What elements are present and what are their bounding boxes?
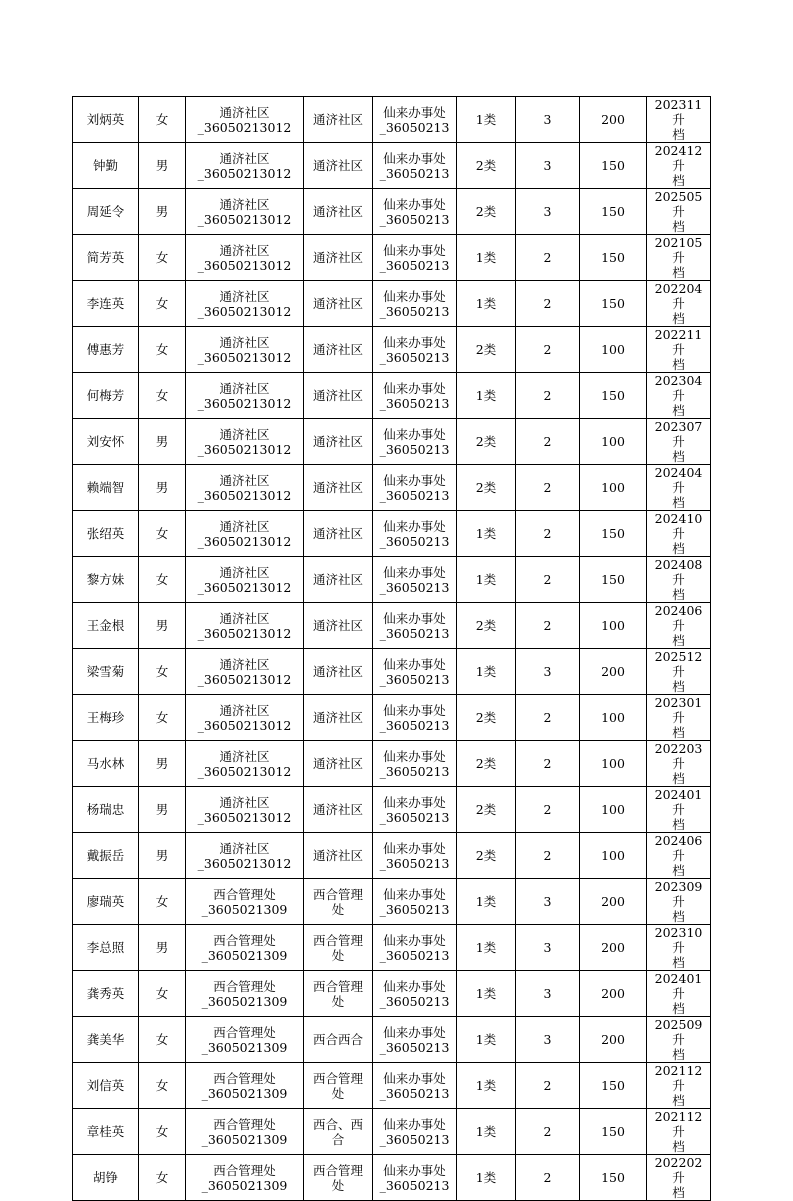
- category-cell: 1类: [457, 557, 516, 603]
- category-cell: 1类: [457, 511, 516, 557]
- office-cell: 仙来办事处 _36050213: [373, 235, 457, 281]
- office-cell: 仙来办事处 _36050213: [373, 419, 457, 465]
- level-cell: 3: [516, 97, 580, 143]
- level-cell: 2: [516, 465, 580, 511]
- community-cell: 通济社区: [304, 235, 373, 281]
- gender-cell: 女: [139, 373, 186, 419]
- level-cell: 3: [516, 189, 580, 235]
- gender-cell: 女: [139, 879, 186, 925]
- table-row: [73, 235, 711, 281]
- amount-cell: 150: [580, 1155, 647, 1201]
- name-cell: 李总照: [73, 925, 139, 971]
- upgrade-date-cell: 202512升 档: [647, 649, 711, 695]
- category-cell: 1类: [457, 1017, 516, 1063]
- gender-cell: 男: [139, 465, 186, 511]
- level-cell: 2: [516, 787, 580, 833]
- community-cell: 通济社区: [304, 373, 373, 419]
- level-cell: 2: [516, 511, 580, 557]
- level-cell: 3: [516, 879, 580, 925]
- gender-cell: 女: [139, 1017, 186, 1063]
- amount-cell: 100: [580, 603, 647, 649]
- community-code-cell: 西合管理处 _3605021309: [186, 1063, 304, 1109]
- category-cell: 2类: [457, 327, 516, 373]
- table-row: [73, 97, 711, 143]
- office-cell: 仙来办事处 _36050213: [373, 649, 457, 695]
- community-code-cell: 西合管理处 _3605021309: [186, 1155, 304, 1201]
- name-cell: 刘炳英: [73, 97, 139, 143]
- upgrade-date-cell: 202307升 档: [647, 419, 711, 465]
- gender-cell: 女: [139, 235, 186, 281]
- upgrade-date-cell: 202310升 档: [647, 925, 711, 971]
- community-code-cell: 通济社区 _36050213012: [186, 695, 304, 741]
- level-cell: 3: [516, 971, 580, 1017]
- category-cell: 2类: [457, 695, 516, 741]
- upgrade-date-cell: 202408升 档: [647, 557, 711, 603]
- amount-cell: 100: [580, 419, 647, 465]
- office-cell: 仙来办事处 _36050213: [373, 557, 457, 603]
- office-cell: 仙来办事处 _36050213: [373, 189, 457, 235]
- record-table: [72, 96, 711, 1201]
- amount-cell: 100: [580, 787, 647, 833]
- amount-cell: 150: [580, 143, 647, 189]
- office-cell: 仙来办事处 _36050213: [373, 695, 457, 741]
- name-cell: 章桂英: [73, 1109, 139, 1155]
- category-cell: 2类: [457, 465, 516, 511]
- table-row: [73, 833, 711, 879]
- upgrade-date-cell: 202401升 档: [647, 787, 711, 833]
- level-cell: 3: [516, 143, 580, 189]
- table-row: [73, 465, 711, 511]
- community-cell: 通济社区: [304, 649, 373, 695]
- amount-cell: 150: [580, 373, 647, 419]
- upgrade-date-cell: 202410升 档: [647, 511, 711, 557]
- office-cell: 仙来办事处 _36050213: [373, 833, 457, 879]
- upgrade-date-cell: 202406升 档: [647, 833, 711, 879]
- amount-cell: 150: [580, 1063, 647, 1109]
- gender-cell: 女: [139, 695, 186, 741]
- upgrade-date-cell: 202404升 档: [647, 465, 711, 511]
- table-row: [73, 1155, 711, 1201]
- community-cell: 通济社区: [304, 465, 373, 511]
- gender-cell: 女: [139, 971, 186, 1017]
- table-row: [73, 603, 711, 649]
- level-cell: 2: [516, 557, 580, 603]
- category-cell: 1类: [457, 879, 516, 925]
- name-cell: 黎方妹: [73, 557, 139, 603]
- community-code-cell: 通济社区 _36050213012: [186, 511, 304, 557]
- gender-cell: 男: [139, 419, 186, 465]
- category-cell: 1类: [457, 925, 516, 971]
- name-cell: 简芳英: [73, 235, 139, 281]
- level-cell: 2: [516, 603, 580, 649]
- level-cell: 2: [516, 1109, 580, 1155]
- community-code-cell: 通济社区 _36050213012: [186, 327, 304, 373]
- community-cell: 西合管理 处: [304, 1063, 373, 1109]
- office-cell: 仙来办事处 _36050213: [373, 1155, 457, 1201]
- gender-cell: 男: [139, 143, 186, 189]
- upgrade-date-cell: 202311升 档: [647, 97, 711, 143]
- category-cell: 2类: [457, 603, 516, 649]
- community-cell: 通济社区: [304, 327, 373, 373]
- amount-cell: 200: [580, 971, 647, 1017]
- community-cell: 西合管理 处: [304, 925, 373, 971]
- gender-cell: 女: [139, 649, 186, 695]
- upgrade-date-cell: 202211升 档: [647, 327, 711, 373]
- gender-cell: 女: [139, 281, 186, 327]
- category-cell: 2类: [457, 833, 516, 879]
- name-cell: 钟勤: [73, 143, 139, 189]
- category-cell: 2类: [457, 787, 516, 833]
- table-body: [73, 97, 711, 1201]
- community-cell: 通济社区: [304, 787, 373, 833]
- office-cell: 仙来办事处 _36050213: [373, 1063, 457, 1109]
- community-cell: 通济社区: [304, 189, 373, 235]
- upgrade-date-cell: 202412升 档: [647, 143, 711, 189]
- category-cell: 2类: [457, 143, 516, 189]
- upgrade-date-cell: 202301升 档: [647, 695, 711, 741]
- category-cell: 1类: [457, 649, 516, 695]
- name-cell: 龚美华: [73, 1017, 139, 1063]
- community-code-cell: 西合管理处 _3605021309: [186, 971, 304, 1017]
- community-code-cell: 通济社区 _36050213012: [186, 189, 304, 235]
- name-cell: 杨瑞忠: [73, 787, 139, 833]
- community-cell: 西合管理 处: [304, 1155, 373, 1201]
- amount-cell: 150: [580, 557, 647, 603]
- category-cell: 2类: [457, 189, 516, 235]
- office-cell: 仙来办事处 _36050213: [373, 327, 457, 373]
- community-code-cell: 通济社区 _36050213012: [186, 373, 304, 419]
- level-cell: 3: [516, 649, 580, 695]
- name-cell: 龚秀英: [73, 971, 139, 1017]
- name-cell: 李连英: [73, 281, 139, 327]
- office-cell: 仙来办事处 _36050213: [373, 603, 457, 649]
- name-cell: 马水林: [73, 741, 139, 787]
- table-row: [73, 143, 711, 189]
- gender-cell: 男: [139, 925, 186, 971]
- gender-cell: 男: [139, 741, 186, 787]
- upgrade-date-cell: 202204升 档: [647, 281, 711, 327]
- category-cell: 1类: [457, 97, 516, 143]
- office-cell: 仙来办事处 _36050213: [373, 143, 457, 189]
- community-code-cell: 通济社区 _36050213012: [186, 603, 304, 649]
- amount-cell: 100: [580, 465, 647, 511]
- table-row: [73, 557, 711, 603]
- amount-cell: 100: [580, 695, 647, 741]
- level-cell: 2: [516, 327, 580, 373]
- category-cell: 2类: [457, 419, 516, 465]
- table-row: [73, 1017, 711, 1063]
- table-row: [73, 419, 711, 465]
- category-cell: 1类: [457, 1063, 516, 1109]
- community-code-cell: 通济社区 _36050213012: [186, 833, 304, 879]
- community-code-cell: 西合管理处 _3605021309: [186, 1017, 304, 1063]
- name-cell: 胡铮: [73, 1155, 139, 1201]
- upgrade-date-cell: 202112升 档: [647, 1109, 711, 1155]
- gender-cell: 女: [139, 511, 186, 557]
- community-code-cell: 通济社区 _36050213012: [186, 419, 304, 465]
- community-code-cell: 通济社区 _36050213012: [186, 741, 304, 787]
- community-cell: 通济社区: [304, 741, 373, 787]
- office-cell: 仙来办事处 _36050213: [373, 787, 457, 833]
- gender-cell: 男: [139, 189, 186, 235]
- table-row: [73, 649, 711, 695]
- name-cell: 何梅芳: [73, 373, 139, 419]
- office-cell: 仙来办事处 _36050213: [373, 465, 457, 511]
- office-cell: 仙来办事处 _36050213: [373, 925, 457, 971]
- amount-cell: 150: [580, 511, 647, 557]
- category-cell: 2类: [457, 741, 516, 787]
- table-row: [73, 373, 711, 419]
- category-cell: 1类: [457, 281, 516, 327]
- community-cell: 通济社区: [304, 603, 373, 649]
- category-cell: 1类: [457, 971, 516, 1017]
- table-row: [73, 1109, 711, 1155]
- community-code-cell: 通济社区 _36050213012: [186, 143, 304, 189]
- amount-cell: 150: [580, 281, 647, 327]
- community-cell: 通济社区: [304, 143, 373, 189]
- community-code-cell: 通济社区 _36050213012: [186, 787, 304, 833]
- community-code-cell: 通济社区 _36050213012: [186, 235, 304, 281]
- upgrade-date-cell: 202505升 档: [647, 189, 711, 235]
- upgrade-date-cell: 202112升 档: [647, 1063, 711, 1109]
- gender-cell: 女: [139, 1109, 186, 1155]
- table-row: [73, 925, 711, 971]
- gender-cell: 女: [139, 557, 186, 603]
- community-cell: 通济社区: [304, 695, 373, 741]
- level-cell: 2: [516, 833, 580, 879]
- level-cell: 2: [516, 741, 580, 787]
- amount-cell: 150: [580, 189, 647, 235]
- amount-cell: 100: [580, 741, 647, 787]
- level-cell: 2: [516, 281, 580, 327]
- office-cell: 仙来办事处 _36050213: [373, 971, 457, 1017]
- office-cell: 仙来办事处 _36050213: [373, 741, 457, 787]
- name-cell: 戴振岳: [73, 833, 139, 879]
- community-cell: 西合西合: [304, 1017, 373, 1063]
- level-cell: 3: [516, 925, 580, 971]
- category-cell: 1类: [457, 1109, 516, 1155]
- community-code-cell: 西合管理处 _3605021309: [186, 925, 304, 971]
- office-cell: 仙来办事处 _36050213: [373, 511, 457, 557]
- amount-cell: 150: [580, 235, 647, 281]
- office-cell: 仙来办事处 _36050213: [373, 1017, 457, 1063]
- office-cell: 仙来办事处 _36050213: [373, 879, 457, 925]
- community-cell: 通济社区: [304, 557, 373, 603]
- name-cell: 傅惠芳: [73, 327, 139, 373]
- community-cell: 通济社区: [304, 511, 373, 557]
- table-row: [73, 741, 711, 787]
- upgrade-date-cell: 202202升 档: [647, 1155, 711, 1201]
- gender-cell: 男: [139, 603, 186, 649]
- community-cell: 西合管理 处: [304, 879, 373, 925]
- community-cell: 西合管理 处: [304, 971, 373, 1017]
- amount-cell: 200: [580, 97, 647, 143]
- upgrade-date-cell: 202406升 档: [647, 603, 711, 649]
- amount-cell: 200: [580, 649, 647, 695]
- level-cell: 2: [516, 1155, 580, 1201]
- community-cell: 通济社区: [304, 833, 373, 879]
- table-row: [73, 695, 711, 741]
- upgrade-date-cell: 202203升 档: [647, 741, 711, 787]
- upgrade-date-cell: 202509升 档: [647, 1017, 711, 1063]
- level-cell: 3: [516, 1017, 580, 1063]
- gender-cell: 女: [139, 97, 186, 143]
- amount-cell: 100: [580, 833, 647, 879]
- category-cell: 1类: [457, 373, 516, 419]
- upgrade-date-cell: 202304升 档: [647, 373, 711, 419]
- amount-cell: 200: [580, 879, 647, 925]
- name-cell: 梁雪菊: [73, 649, 139, 695]
- table-row: [73, 1063, 711, 1109]
- name-cell: 张绍英: [73, 511, 139, 557]
- amount-cell: 200: [580, 1017, 647, 1063]
- amount-cell: 200: [580, 925, 647, 971]
- community-cell: 通济社区: [304, 97, 373, 143]
- name-cell: 王梅珍: [73, 695, 139, 741]
- gender-cell: 男: [139, 833, 186, 879]
- level-cell: 2: [516, 235, 580, 281]
- gender-cell: 女: [139, 327, 186, 373]
- table-row: [73, 281, 711, 327]
- office-cell: 仙来办事处 _36050213: [373, 373, 457, 419]
- community-code-cell: 西合管理处 _3605021309: [186, 1109, 304, 1155]
- office-cell: 仙来办事处 _36050213: [373, 281, 457, 327]
- level-cell: 2: [516, 695, 580, 741]
- table-row: [73, 511, 711, 557]
- gender-cell: 女: [139, 1063, 186, 1109]
- name-cell: 周延令: [73, 189, 139, 235]
- level-cell: 2: [516, 419, 580, 465]
- community-code-cell: 通济社区 _36050213012: [186, 649, 304, 695]
- office-cell: 仙来办事处 _36050213: [373, 1109, 457, 1155]
- name-cell: 王金根: [73, 603, 139, 649]
- community-code-cell: 西合管理处 _3605021309: [186, 879, 304, 925]
- name-cell: 刘安怀: [73, 419, 139, 465]
- community-code-cell: 通济社区 _36050213012: [186, 557, 304, 603]
- table-row: [73, 327, 711, 373]
- upgrade-date-cell: 202105升 档: [647, 235, 711, 281]
- community-cell: 通济社区: [304, 281, 373, 327]
- level-cell: 2: [516, 1063, 580, 1109]
- name-cell: 廖瑞英: [73, 879, 139, 925]
- name-cell: 刘信英: [73, 1063, 139, 1109]
- table-row: [73, 787, 711, 833]
- community-cell: 西合、西 合: [304, 1109, 373, 1155]
- community-code-cell: 通济社区 _36050213012: [186, 281, 304, 327]
- table-row: [73, 189, 711, 235]
- community-code-cell: 通济社区 _36050213012: [186, 97, 304, 143]
- community-cell: 通济社区: [304, 419, 373, 465]
- level-cell: 2: [516, 373, 580, 419]
- table-row: [73, 879, 711, 925]
- name-cell: 赖端智: [73, 465, 139, 511]
- community-code-cell: 通济社区 _36050213012: [186, 465, 304, 511]
- table-row: [73, 971, 711, 1017]
- category-cell: 1类: [457, 1155, 516, 1201]
- office-cell: 仙来办事处 _36050213: [373, 97, 457, 143]
- gender-cell: 女: [139, 1155, 186, 1201]
- upgrade-date-cell: 202401升 档: [647, 971, 711, 1017]
- gender-cell: 男: [139, 787, 186, 833]
- amount-cell: 150: [580, 1109, 647, 1155]
- upgrade-date-cell: 202309升 档: [647, 879, 711, 925]
- amount-cell: 100: [580, 327, 647, 373]
- category-cell: 1类: [457, 235, 516, 281]
